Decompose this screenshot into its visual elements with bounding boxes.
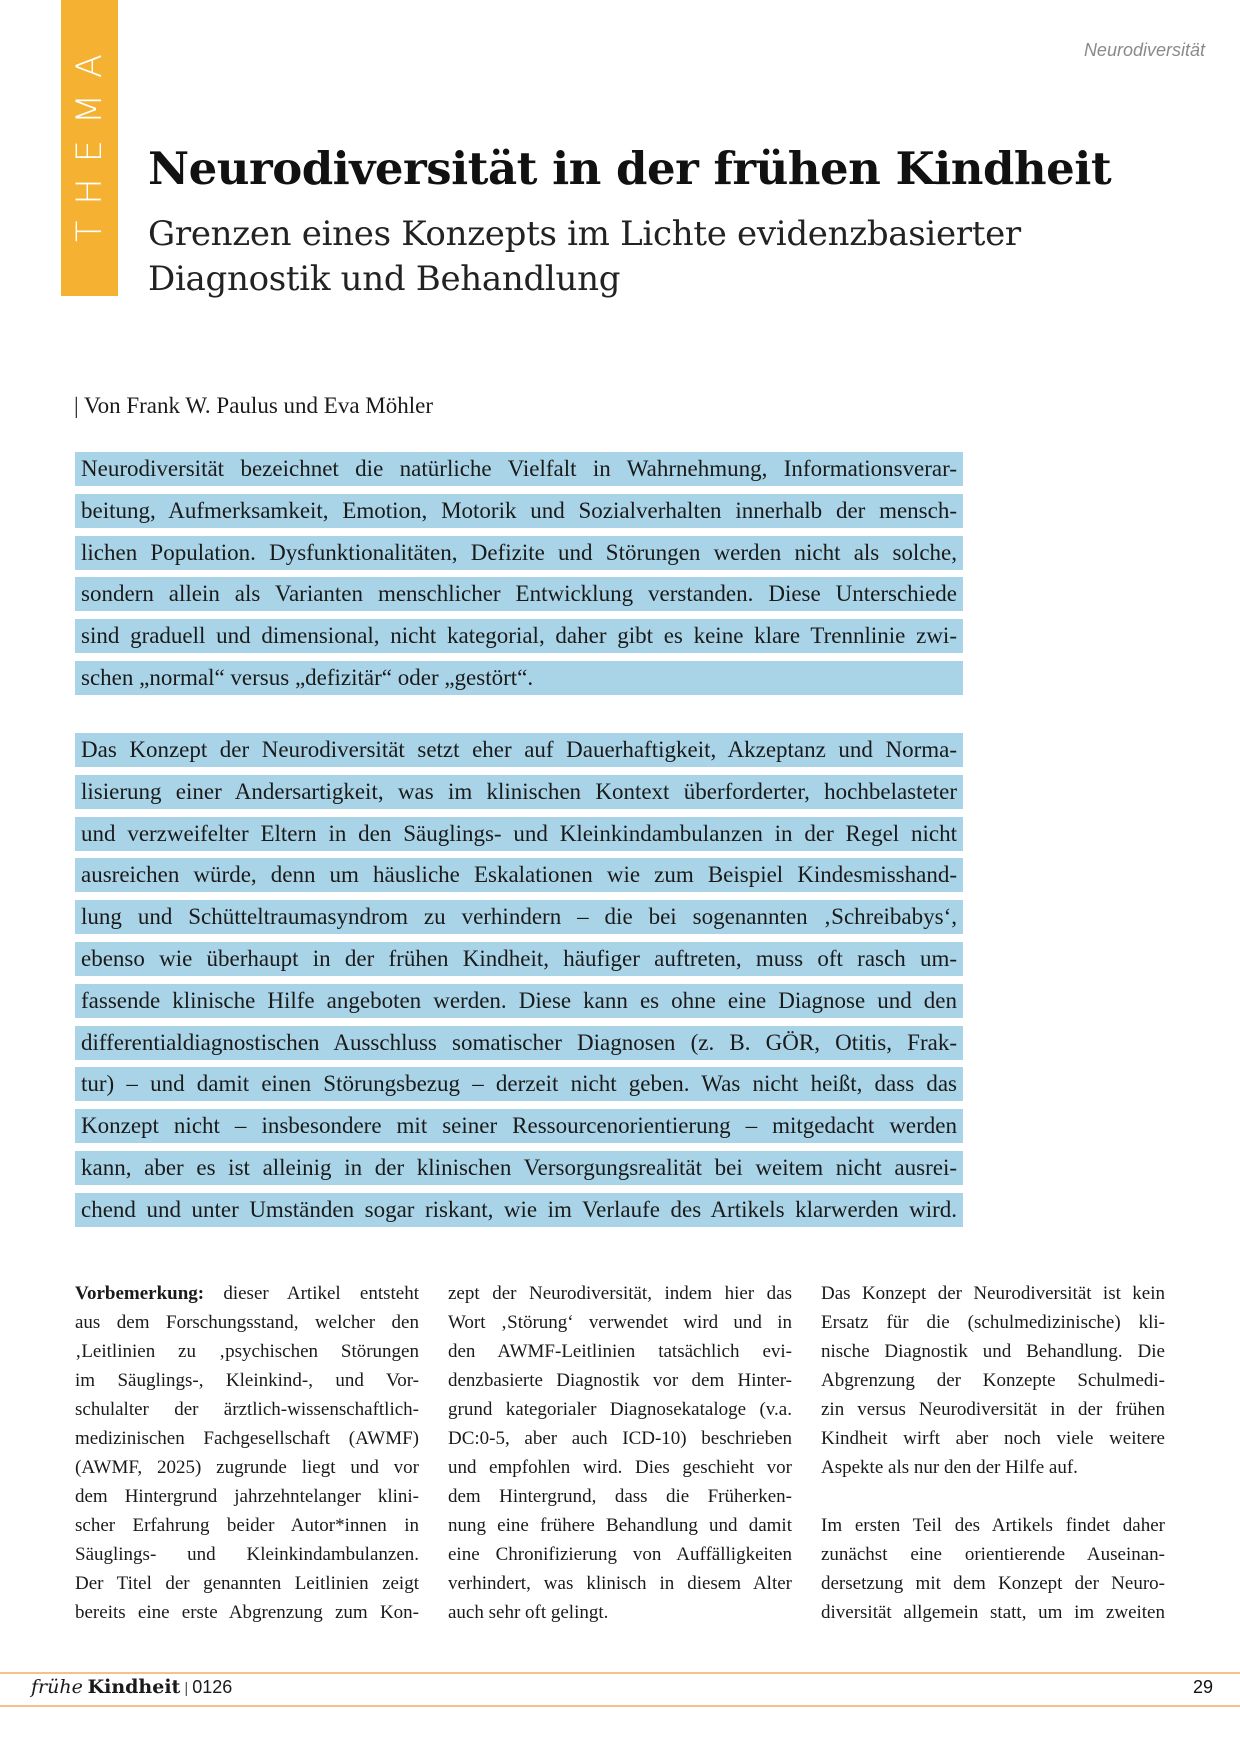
footer-separator: | bbox=[184, 1680, 189, 1697]
body-line: medizinischen Fachgesellschaft (AWMF) bbox=[75, 1428, 419, 1449]
body-line-text: dieser Artikel entsteht bbox=[204, 1283, 419, 1304]
abstract-line: beitung, Aufmerksamkeit, Emotion, Motorik und Sozialverhalten innerhalb der mensch- bbox=[75, 494, 963, 528]
abstract-line: tur) – und damit einen Störungsbezug – derzeit nicht geben. Was nicht heißt, dass das bbox=[75, 1067, 963, 1101]
abstract-line: sondern allein als Varianten menschlicher Entwicklung verstanden. Diese Unterschiede bbox=[75, 577, 963, 611]
footer-rule-bottom bbox=[0, 1705, 1240, 1707]
abstract-line: Neurodiversität bezeichnet die natürliche Vielfalt in Wahrnehmung, Informationsverar- bbox=[75, 452, 963, 486]
body-line: Wort ‚Störung‘ verwendet wird und in bbox=[448, 1312, 792, 1333]
issue-number: 0126 bbox=[192, 1677, 233, 1697]
article-title: Neurodiversität in der frühen Kindheit bbox=[148, 142, 1112, 195]
subtitle-line: Grenzen eines Konzepts im Lichte evidenzbasierter bbox=[148, 214, 1021, 254]
body-line: grund kategorialer Diagnosekataloge (v.a. bbox=[448, 1399, 792, 1420]
body-line: eine Chronifizierung von Auffälligkeiten bbox=[448, 1544, 792, 1565]
abstract-line: schen „normal“ versus „defizitär“ oder „gestört“. bbox=[75, 661, 963, 695]
body-line: Aspekte als nur den der Hilfe auf. bbox=[821, 1457, 1078, 1478]
body-line: diversität allgemein statt, um im zweiten bbox=[821, 1602, 1165, 1623]
body-line: verhindert, was klinisch in diesem Alter bbox=[448, 1573, 792, 1594]
abstract-line: und verzweifelter Eltern in den Säuglings- und Kleinkindambulanzen in der Regel nicht bbox=[75, 817, 963, 851]
abstract-line: sind graduell und dimensional, nicht kategorial, daher gibt es keine klare Trennlinie zwi- bbox=[75, 619, 963, 653]
body-line: aus dem Forschungsstand, welcher den bbox=[75, 1312, 419, 1333]
byline: | Von Frank W. Paulus und Eva Möhler bbox=[74, 393, 433, 418]
body-line: scher Erfahrung beider Autor*innen in bbox=[75, 1515, 419, 1536]
body-line: zin versus Neurodiversität in der frühen bbox=[821, 1399, 1165, 1420]
body-line: Ersatz für die (schulmedizinische) kli- bbox=[821, 1312, 1165, 1333]
body-line: nung eine frühere Behandlung und damit bbox=[448, 1515, 792, 1536]
body-line bbox=[75, 1279, 419, 1308]
body-line: und empfohlen wird. Dies geschieht vor bbox=[448, 1457, 792, 1478]
body-column-3 bbox=[821, 1279, 1165, 1627]
body-line: Im ersten Teil des Artikels findet daher bbox=[821, 1515, 1165, 1536]
body-line: bereits eine erste Abgrenzung zum Kon- bbox=[75, 1602, 419, 1623]
abstract-line: Das Konzept der Neurodiversität setzt eher auf Dauerhaftigkeit, Akzeptanz und Norma- bbox=[75, 733, 963, 767]
body-line: DC:0-5, aber auch ICD-10) beschrieben bbox=[448, 1428, 792, 1449]
body-line: nische Diagnostik und Behandlung. Die bbox=[821, 1341, 1165, 1362]
section-tab-label: THEMA bbox=[69, 38, 110, 242]
body-line: ‚Leitlinien zu ‚psychischen Störungen bbox=[75, 1341, 419, 1362]
abstract-line: kann, aber es ist alleinig in der klinischen Versorgungsrealität bei weitem nicht ausrei- bbox=[75, 1151, 963, 1185]
body-column-2 bbox=[448, 1279, 792, 1627]
footer-rule-top bbox=[0, 1672, 1240, 1674]
section-tab bbox=[61, 0, 118, 296]
body-line: (AWMF, 2025) zugrunde liegt und vor bbox=[75, 1457, 419, 1478]
abstract-line: ausreichen würde, denn um häusliche Eskalationen wie zum Beispiel Kindesmisshand- bbox=[75, 858, 963, 892]
abstract-line: ebenso wie überhaupt in der frühen Kindheit, häufiger auftreten, muss oft rasch um- bbox=[75, 942, 963, 976]
abstract-line: fassende klinische Hilfe angeboten werden. Diese kann es ohne eine Diagnose und den bbox=[75, 984, 963, 1018]
body-line: dersetzung mit dem Konzept der Neuro- bbox=[821, 1573, 1165, 1594]
abstract-line: lichen Population. Dysfunktionalitäten, Defizite und Störungen werden nicht als solche, bbox=[75, 536, 963, 570]
magazine-name-italic: frühe bbox=[31, 1676, 83, 1698]
paragraph-gap bbox=[821, 1482, 1165, 1511]
abstract-paragraph bbox=[75, 452, 963, 703]
abstract-paragraph bbox=[75, 733, 963, 1235]
article-subtitle bbox=[148, 212, 1021, 302]
page-number: 29 bbox=[1192, 1677, 1213, 1697]
subtitle-line: Diagnostik und Behandlung bbox=[148, 259, 621, 299]
body-column-1 bbox=[75, 1279, 419, 1627]
body-line: Kindheit wirft aber noch viele weitere bbox=[821, 1428, 1165, 1449]
body-line: dem Hintergrund jahrzehntelanger klini- bbox=[75, 1486, 419, 1507]
body-line: dem Hintergrund, dass die Früherken- bbox=[448, 1486, 792, 1507]
abstract-line: chend und unter Umständen sogar riskant, wie im Verlaufe des Artikels klarwerden wird. bbox=[75, 1193, 963, 1227]
abstract-line: lung und Schütteltraumasyndrom zu verhindern – die bei sogenannten ‚Schreibabys‘, bbox=[75, 900, 963, 934]
body-line: denzbasierte Diagnostik vor dem Hinter- bbox=[448, 1370, 792, 1391]
abstract-line: lisierung einer Andersartigkeit, was im klinischen Kontext überforderter, hochbelasteter bbox=[75, 775, 963, 809]
body-line: im Säuglings-, Kleinkind-, und Vor- bbox=[75, 1370, 419, 1391]
lead-in: Vorbemerkung: bbox=[75, 1283, 205, 1304]
body-line: Säuglings- und Kleinkindambulanzen. bbox=[75, 1544, 419, 1565]
magazine-name-bold: Kindheit bbox=[87, 1676, 181, 1698]
body-line: auch sehr oft gelingt. bbox=[448, 1602, 609, 1623]
body-line: Der Titel der genannten Leitlinien zeigt bbox=[75, 1573, 419, 1594]
body-line: zunächst eine orientierende Auseinan- bbox=[821, 1544, 1165, 1565]
running-head: Neurodiversität bbox=[1083, 40, 1205, 60]
body-line: schulalter der ärztlich-wissenschaftlich- bbox=[75, 1399, 419, 1420]
abstract-line: Konzept nicht – insbesondere mit seiner Ressourcenorientierung – mitgedacht werden bbox=[75, 1109, 963, 1143]
body-line: den AWMF-Leitlinien tatsächlich evi- bbox=[448, 1341, 792, 1362]
abstract-line: differentialdiagnostischen Ausschluss somatischer Diagnosen (z. B. GÖR, Otitis, Frak- bbox=[75, 1026, 963, 1060]
body-line: Das Konzept der Neurodiversität ist kein bbox=[821, 1283, 1165, 1304]
body-line: Abgrenzung der Konzepte Schulmedi- bbox=[821, 1370, 1165, 1391]
magazine-footer bbox=[31, 1676, 232, 1699]
body-line: zept der Neurodiversität, indem hier das bbox=[448, 1283, 792, 1304]
